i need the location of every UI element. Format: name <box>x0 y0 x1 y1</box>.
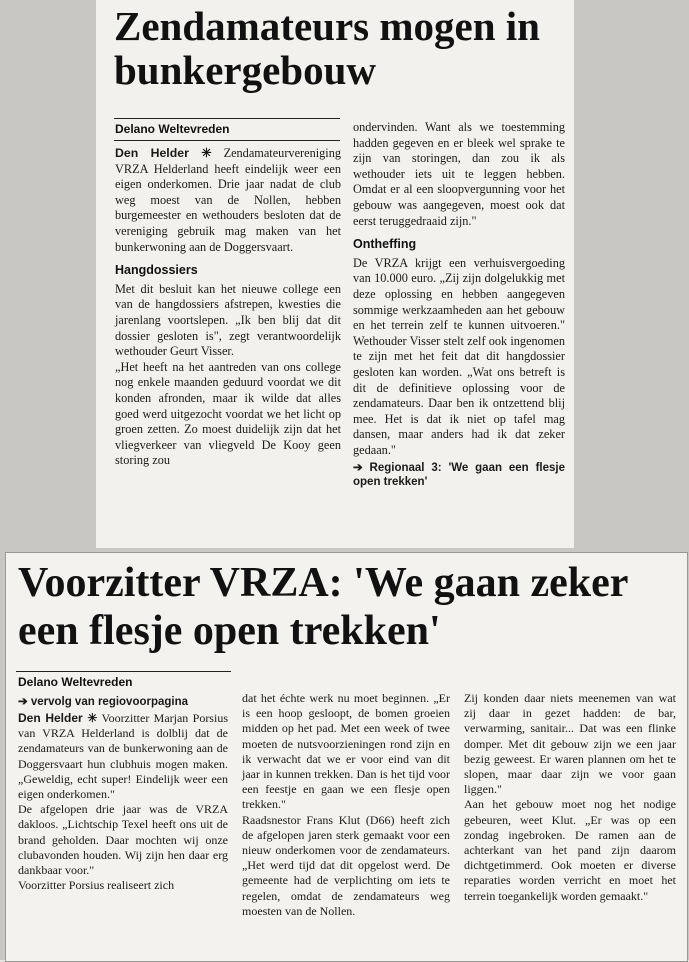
article-paragraph: De afgelopen drie jaar was de VRZA dakloos. „Lichtschip Texel heeft ons uit de brand geholden. Daar mochten wij onze clubavonden houden. Wij zijn hen daar erg dankbaar voor." <box>18 802 228 878</box>
article-paragraph: Met dit besluit kan het nieuwe college een van de hangdossiers afstrepen, kwesties die jarenlang voortslepen. „Ik ben blij dat dit dossier gesloten is", zegt verantwoordelijk wethouder Geurt Visser. <box>115 281 341 359</box>
article-paragraph: Zij konden daar niets meenemen van wat zij daar in gezet hadden: de bar, verwarming, sanitair... Dat was een flinke domper. Met dit gebouw zijn we een jaar bezig geweest. Er waren plannen om het te slopen, maar daar zijn we voor gaan liggen." <box>464 691 676 797</box>
byline-rule <box>16 671 231 672</box>
cross-reference-link: ➔ Regionaal 3: 'We gaan een flesje open trekken' <box>353 462 565 489</box>
article-paragraph <box>18 711 228 802</box>
article-column-1 <box>18 695 228 893</box>
article-column-2 <box>242 691 450 919</box>
byline-rule-bottom <box>114 140 340 141</box>
article-paragraph: ondervinden. Want als we toestemming hadden gegeven en er bleek wel sprake te zijn van storingen, dan zou ik als wethouder iets uit te leggen hebben. Omdat er al een sloopvergunning voor het gebouw was aangegeven, moest ook dat eerst teruggedraaid zijn." <box>353 120 565 228</box>
article-column-2 <box>353 120 565 489</box>
article-headline: Voorzitter VRZA: 'We gaan zeker een flesje open trekken' <box>18 560 628 654</box>
background-ghost-text-left <box>2 0 92 548</box>
article-byline: Delano Weltevreden <box>115 122 230 136</box>
continued-from-label: ➔ vervolg van regiovoorpagina <box>18 696 189 708</box>
article-paragraph: Raadsnestor Frans Klut (D66) heeft zich de afgelopen jaren sterk gemaakt voor een nieuw onderkomen voor de zendamateurs. „Het werd tijd dat dit opgelost werd. De gemeente had de verplichting om iets te regelen, omdat de zendamateurs weg moesten van de Nollen. <box>242 812 450 918</box>
article-column-1 <box>115 146 341 469</box>
article-paragraph: Voorzitter Porsius realiseert zich <box>18 878 175 893</box>
article-paragraph: „Het heeft na het aantreden van ons college nog enkele maanden geduurd voordat we dit konden afronden, maar ik wilde dat alles goed werd uitgezocht voordat we het licht op groen zetten. Zo moest duidelijk zijn dat het vliegverkeer van vliegveld De Kooy geen storing zou <box>115 359 341 468</box>
article-dateline: Den Helder ✳ <box>18 711 98 725</box>
article-byline: Delano Weltevreden <box>18 675 133 689</box>
article-paragraph <box>115 146 341 255</box>
article-paragraph: Aan het gebouw moet nog het nodige gebeuren, weet Klut. „Er was op een zondag ingebroken. De ramen aan de achterkant van het pand zijn daarom dichtgetimmerd. Ook moeten er diverse reparaties worden verricht en moet het terrein toegankelijk worden gemaakt." <box>464 797 676 903</box>
article-paragraph: dat het échte werk nu moet beginnen. „Er is een hoop gesloopt, de bomen groeien midden op het pad. Met een week of twee moeten de nutsvoorzieningen rond zijn en ik verwacht dat we er voor eind van dit jaar in kunnen trekken. Dan is het tijd voor een feestje en gaan we een flesje open trekken." <box>242 691 450 812</box>
article-text: Zendamateurvereniging VRZA Helderland heeft eindelijk weer een eigen onderkomen. Drie jaar nadat de club weg moest van de Nollen, hebben burgemeester en wethouders besloten dat de vereniging gebruik mag maken van het bunkerwoning aan de Doggersvaart. <box>115 146 342 254</box>
subheading-hangdossiers: Hangdossiers <box>115 263 198 278</box>
article-clipping-top <box>96 0 574 548</box>
article-column-3 <box>464 691 676 904</box>
article-dateline: Den Helder ✳ <box>115 146 212 160</box>
article-text: Voorzitter Marjan Porsius van VRZA Helderland is dolblij dat de zendamateurs van de bunkerwoning aan de Doggersvaart hun clubhuis mogen maken. „Geweldig, echt super! Eindelijk weer een eigen onderkomen." <box>18 711 228 802</box>
background-ghost-text-right <box>578 0 688 548</box>
article-clipping-bottom <box>5 552 688 962</box>
article-headline: Zendamateurs mogen in bunkergebouw <box>114 3 540 93</box>
byline-rule <box>114 118 340 119</box>
subheading-ontheffing: Ontheffing <box>353 237 417 252</box>
article-paragraph: De VRZA krijgt een verhuisvergoeding van 10.000 euro. „Zij zijn dolgelukkig met deze oplossing en hebben aangegeven sommige werkzaamheden aan het gebouw en het terrein zelf te kunnen uitvoeren." Wethouder Visser stelt zelf ook ingenomen te zijn met het feit dat dit hangdossier gesloten kan worden. „Wat ons betreft is dit de definitieve oplossing voor de zendamateurs. Daar ben ik ontzettend blij mee. Het is dat ik niet op tafel mag dansen, maar anders had ik dat zeker gedaan." <box>353 255 565 457</box>
